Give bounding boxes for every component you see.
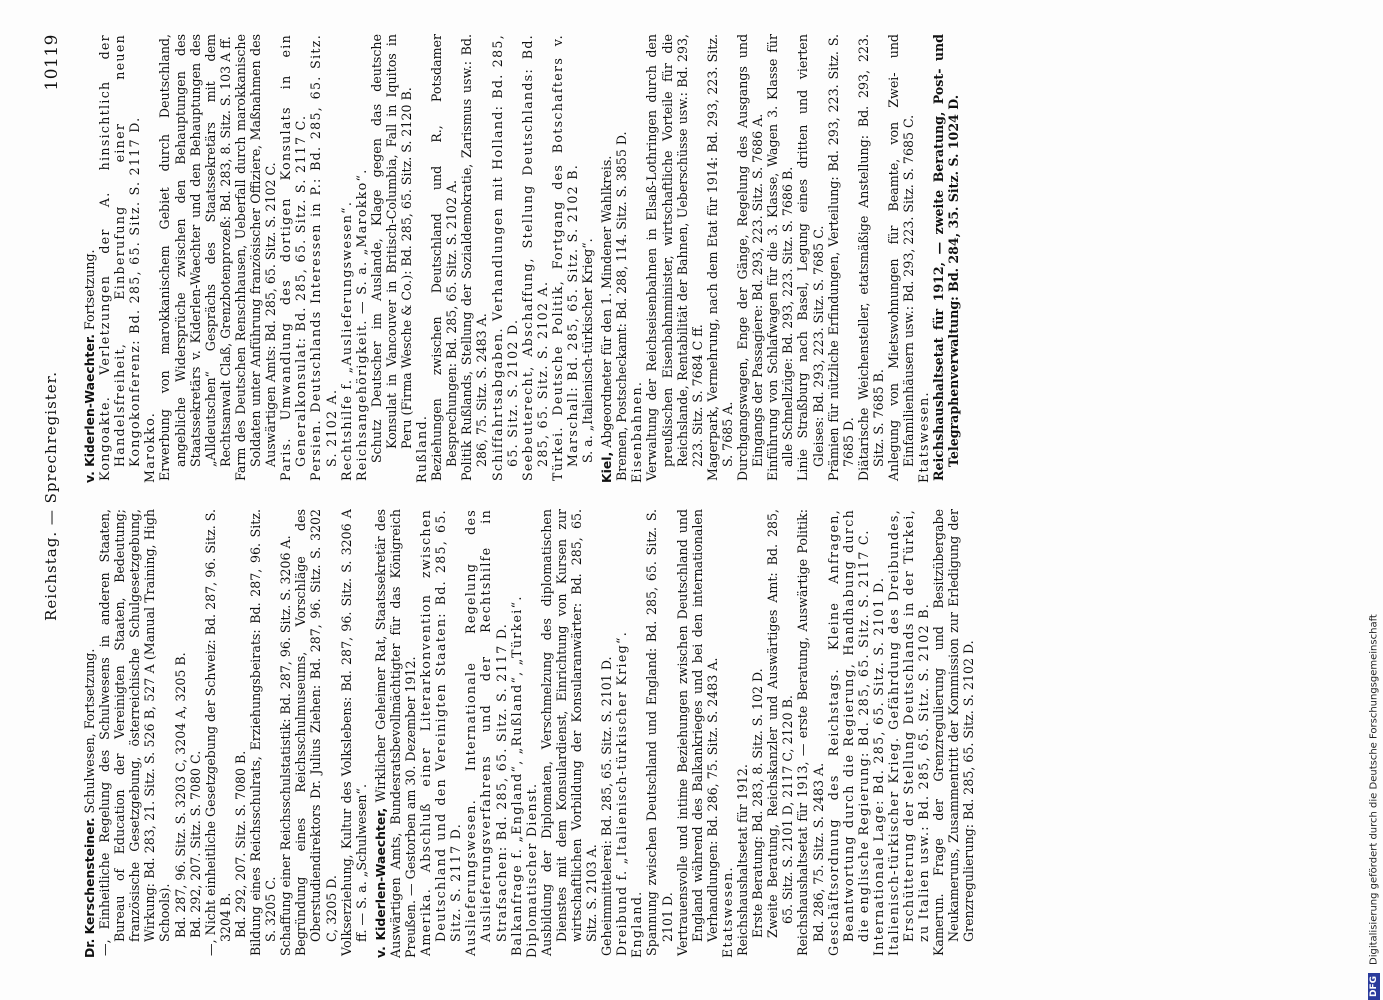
entry-name: v. Kiderlen-Waechter.	[82, 334, 97, 483]
index-topic: England.	[629, 890, 645, 958]
index-line: Türkei. Deutsche Politik, Fortgang des Botschafters v. Marschall: Bd. 285, 65. Sitz. S. 2102 B.	[549, 34, 580, 481]
index-topic: Marokko.	[142, 411, 158, 483]
index-line: S. a. „Italienisch-türkischer Krieg“.	[580, 238, 596, 463]
entry-kiderlen-continued	[82, 34, 97, 483]
index-line: Kamerun. Frage der Grenzregulierung und Besitzübergabe Neukameruns, Zusammentritt der Kommission zur Erledigung der Grenzregulierung: Bd. 285, 65. Sitz. S. 2102 D.	[931, 509, 977, 956]
index-line: Amerika. Abschluß einer Literarkonvention zwischen Deutschland und den Vereinigten Staaten: Bd. 285, 65. Sitz. S. 2117 D.	[418, 509, 464, 956]
index-line: —, Nicht einheitliche Gesetzgebung der Schweiz: Bd. 287, 96. Sitz. S. 3204 B.	[202, 509, 233, 956]
index-line: Bd. 292, 207. Sitz. S. 7080 C.	[187, 750, 203, 938]
index-line: Diätarische Weichensteller, etatsmäßige Anstellung: Bd. 293, 223. Sitz. S. 7685 B.	[855, 34, 886, 481]
index-line: Erwerbung von marokkanischem Gebiet durch Deutschland, angebliche Widersprüche zwischen den Behauptungen des Staatssekretärs v. Kiderlen-Waechter und den Behauptungen des „Alldeutschen“ Gesprächs des Staatssekretärs mit dem Rechtsanwalt Claß, Grenzbotenprozeß: Bd. 283, 8. Sitz. S. 103 A ff.	[157, 34, 233, 481]
entry-name: v. Kiderlen-Waechter,	[372, 807, 388, 958]
index-line: Persien. Deutschlands Interessen in P.: Bd. 285, 65. Sitz. S. 2102 A.	[308, 34, 339, 481]
index-line: Schutz Deutscher im Auslande, Klage gegen das deutsche Konsulat in Vancouver in Britisch-Columbia, Fall in Iquitos in Peru (Firma Wesche & Co.): Bd. 285, 65. Sitz. S. 2120 B.	[368, 34, 414, 463]
page-header	[42, 34, 78, 958]
index-topic: Etatswesen.	[719, 866, 735, 958]
dfg-logo: DFG	[1368, 973, 1380, 1000]
index-line: Auslieferungswesen. Internationale Regelung des Auslieferungsverfahrens und der Rechtshilfe in Strafsachen: Bd. 285, 65. Sitz. S. 2117 D.	[463, 509, 509, 956]
index-line: Balkanfrage f. „England“, „Rußland“, „Türkei“.	[508, 595, 524, 956]
index-line: Erste Beratung: Bd. 283, 8. Sitz. S. 102 D.	[750, 668, 766, 938]
rotated-page	[20, 0, 1360, 1000]
columns	[78, 34, 1328, 958]
entry-description: Abgeordneter für den 1. Mindener Wahlkreis.	[599, 155, 615, 448]
index-topic: Etatswesen.	[916, 391, 932, 483]
entry-continuation: Fortsetzung.	[82, 249, 97, 331]
index-line: Bd. 292, 207. Sitz. S. 7080 B.	[232, 750, 248, 938]
column-left	[78, 509, 1328, 958]
entry-continuation: Schulwesen, Fortsetzung.	[82, 648, 97, 814]
index-line: Bremen, Postscheckamt: Bd. 288, 114. Sitz. S. 3855 D.	[614, 131, 630, 481]
index-line: Beziehungen zwischen Deutschland und R., Potsdamer Besprechungen: Bd. 285, 65. Sitz. S. 2102 A.	[429, 34, 460, 481]
index-line: Verwaltung der Reichseisenbahnen in Elsaß-Lothringen durch den preußischen Eisenbahnminister, wirtschaftliche Vorteile für die Reichslande, Rentabilität der Bahnen, Ueberschüsse usw.: Bd. 293, 223. Sitz. S. 7684 C ff.	[644, 34, 705, 481]
digitization-stamp	[1367, 0, 1381, 1000]
index-line: Ausbildung der Diplomaten, Verschmelzung des diplomatischen Dienstes mit dem Konsulardienst, Einrichtung von Kursen zur wirtschaftlichen Vorbildung der Konsularanwärter: Bd. 285, 65. Sitz. S. 2103 A.	[538, 509, 600, 956]
index-line: Dreibund f. „Italienisch-türkischer Krieg“.	[614, 630, 630, 956]
index-topic: Diplomatischer Dienst.	[523, 782, 539, 958]
index-line: Bildung eines Reichsschulrats, Erziehungsbeirats: Bd. 287, 96. Sitz. S. 3205 C.	[248, 509, 279, 956]
index-line: Magerpark, Vermehrung, nach dem Etat für 1914: Bd. 293, 223. Sitz. S. 7685 A.	[704, 34, 735, 481]
index-line: Durchgangswagen, Enge der Gänge, Regelung des Ausgangs und Eingangs der Passagiere: Bd. 293, 223. Sitz. S. 7686 A.	[735, 34, 766, 481]
entry-kerschensteiner-title	[82, 509, 97, 958]
entry-kiderlen	[373, 509, 418, 958]
index-line: Seebeuterecht, Abschaffung, Stellung Deutschlands: Bd. 285, 65. Sitz. S. 2102 A.	[519, 34, 550, 481]
entry-name: Dr. Kerschensteiner.	[82, 817, 97, 958]
index-line: Paris. Umwandlung des dortigen Konsulats in ein Generalkonsulat: Bd. 285, 65. Sitz. S. 2117 C.	[278, 34, 309, 481]
index-line: Anlegung von Mietswohnungen für Beamte, von Zwei- und Einfamilienhäusern usw.: Bd. 293, 223. Sitz. S. 7685 C.	[885, 34, 917, 481]
index-line: Farm des Deutschen Renschhausen, Ueberfall durch marokkanische Soldaten unter Anführung französischer Offiziere, Maßnahmen des Auswärtigen Amts: Bd. 285, 65. Sitz. S. 2102 C.	[232, 34, 279, 481]
index-line: Schaffung einer Reichsschulstatistik: Bd. 287, 96. Sitz. S. 3206 A.	[278, 535, 294, 956]
header-title: Reichstag. — Sprechregister.	[42, 371, 60, 621]
index-line: Geschäftsordnung des Reichstags. Kleine Anfragen, Beantwortung durch die Regierung, Handhabung durch die englische Regierung: Bd. 285, 65. Sitz. S. 2117 C.	[825, 509, 871, 956]
index-line: Kongoakte. Verletzungen der A. hinsichtlich der Handelsfreiheit, Einberufung einer neuen Kongokonferenz: Bd. 285, 65. Sitz. S. 2117 D.	[97, 34, 143, 481]
index-line: Geheimmittelerei: Bd. 285, 65. Sitz. S. 2101 D.	[599, 656, 615, 956]
stamp-text: Digitalisierung gefördert durch die Deutsche Forschungsgemeinschaft	[1368, 614, 1380, 965]
index-topic: Eisenbahnen.	[629, 380, 645, 483]
index-line: Politik Rußlands, Stellung der Sozialdemokratie, Zarismus usw.: Bd. 286, 75. Sitz. S. 2483 A.	[459, 34, 490, 481]
index-topic: Rußland.	[414, 414, 430, 483]
index-line: —, Einheitliche Regelung des Schulwesens in anderen Staaten, Bureau of Education der Vereinigten Staaten, Bedeutung; französische Gesetzgebung, österreichische Schulgesetzgebung, Wirkung: Bd. 283, 21. Sitz. S. 526 B, 527 A (Manual Training, High Schools).	[97, 509, 173, 956]
index-line: Prämien für nützliche Erfindungen, Verteilung: Bd. 293, 223. Sitz. S. 7685 D.	[825, 34, 856, 481]
index-line: Bd. 287, 96. Sitz. S. 3203 C, 3204 A, 3205 B.	[172, 652, 188, 938]
index-line: Rechtshilfe f. „Auslieferungswesen“.	[338, 200, 354, 481]
entry-name: Kiel,	[599, 451, 615, 483]
index-line: Internationale Lage: Bd. 285, 65. Sitz. S. 2101 D.	[870, 576, 886, 956]
index-line: Reichshaushaltsetat für 1913, — erste Beratung, Auswärtige Politik: Bd. 286, 75. Sitz. S. 2483 A.	[795, 509, 826, 956]
page-number: 10119	[42, 34, 62, 91]
index-line: Reichshaushaltsetat für 1912.	[735, 764, 751, 956]
index-line: Einführung von Schlafwagen für die 3. Klasse, Wagen 3. Klasse für alle Schnellzüge: Bd. 293, 223. Sitz. S. 7686 B.	[765, 34, 796, 481]
index-line: Begründung eines Reichsschulmuseums, Vorschläge des Oberstudiendirektors Dr. Julius Ziehen: Bd. 287, 96. Sitz. S. 3202 C, 3205 D.	[293, 509, 339, 956]
column-right	[78, 34, 1328, 483]
index-line: Linie Straßburg nach Basel, Legung eines dritten und vierten Gleises: Bd. 293, 223. Sitz. S. 7685 C.	[795, 34, 826, 481]
index-line: Volkserziehung, Kultur des Volkslebens: Bd. 287, 96. Sitz. S. 3206 A ff. — S. a. „Schulwesen“.	[338, 509, 369, 956]
entry-kiel	[599, 34, 614, 483]
index-line: Zweite Beratung, Reichskanzler und Auswärtiges Amt: Bd. 285, 65. Sitz. S. 2101 D, 2117 C, 2120 B.	[765, 509, 796, 938]
index-line: Schiffahrtsabgaben. Verhandlungen mit Holland: Bd. 285, 65. Sitz. S. 2102 D.	[489, 34, 520, 481]
entry-description: Wirklicher Geheimer Rat, Staatssekretär des Auswärtigen Amts, Bundesratsbevollmächtigter für das Königreich Preußen. — Gestorben am 30. Dezember 1912.	[372, 509, 418, 958]
index-line: Reichsangehörigkeit. — S. a. „Marokko“.	[353, 168, 369, 481]
index-line: Spannung zwischen Deutschland und England: Bd. 285, 65. Sitz. S. 2101 D.	[644, 509, 675, 956]
index-line: Italienisch-türkischer Krieg. Gefährdung des Dreibundes, Erschütterung der Stellung Deutschlands in der Türkei, zu Italien usw.: Bd. 285, 65. Sitz. S. 2102 B.	[885, 509, 932, 956]
index-line: Vertrauensvolle und intime Beziehungen zwischen Deutschland und England während des Balkankrieges und bei den internationalen Verhandlungen: Bd. 286, 75. Sitz. S. 2483 A.	[674, 509, 720, 956]
index-line: Reichshaushaltsetat für 1912, — zweite Beratung, Post- und Telegraphenverwaltung: Bd. 284, 35. Sitz. S. 1024 D.	[931, 34, 962, 481]
